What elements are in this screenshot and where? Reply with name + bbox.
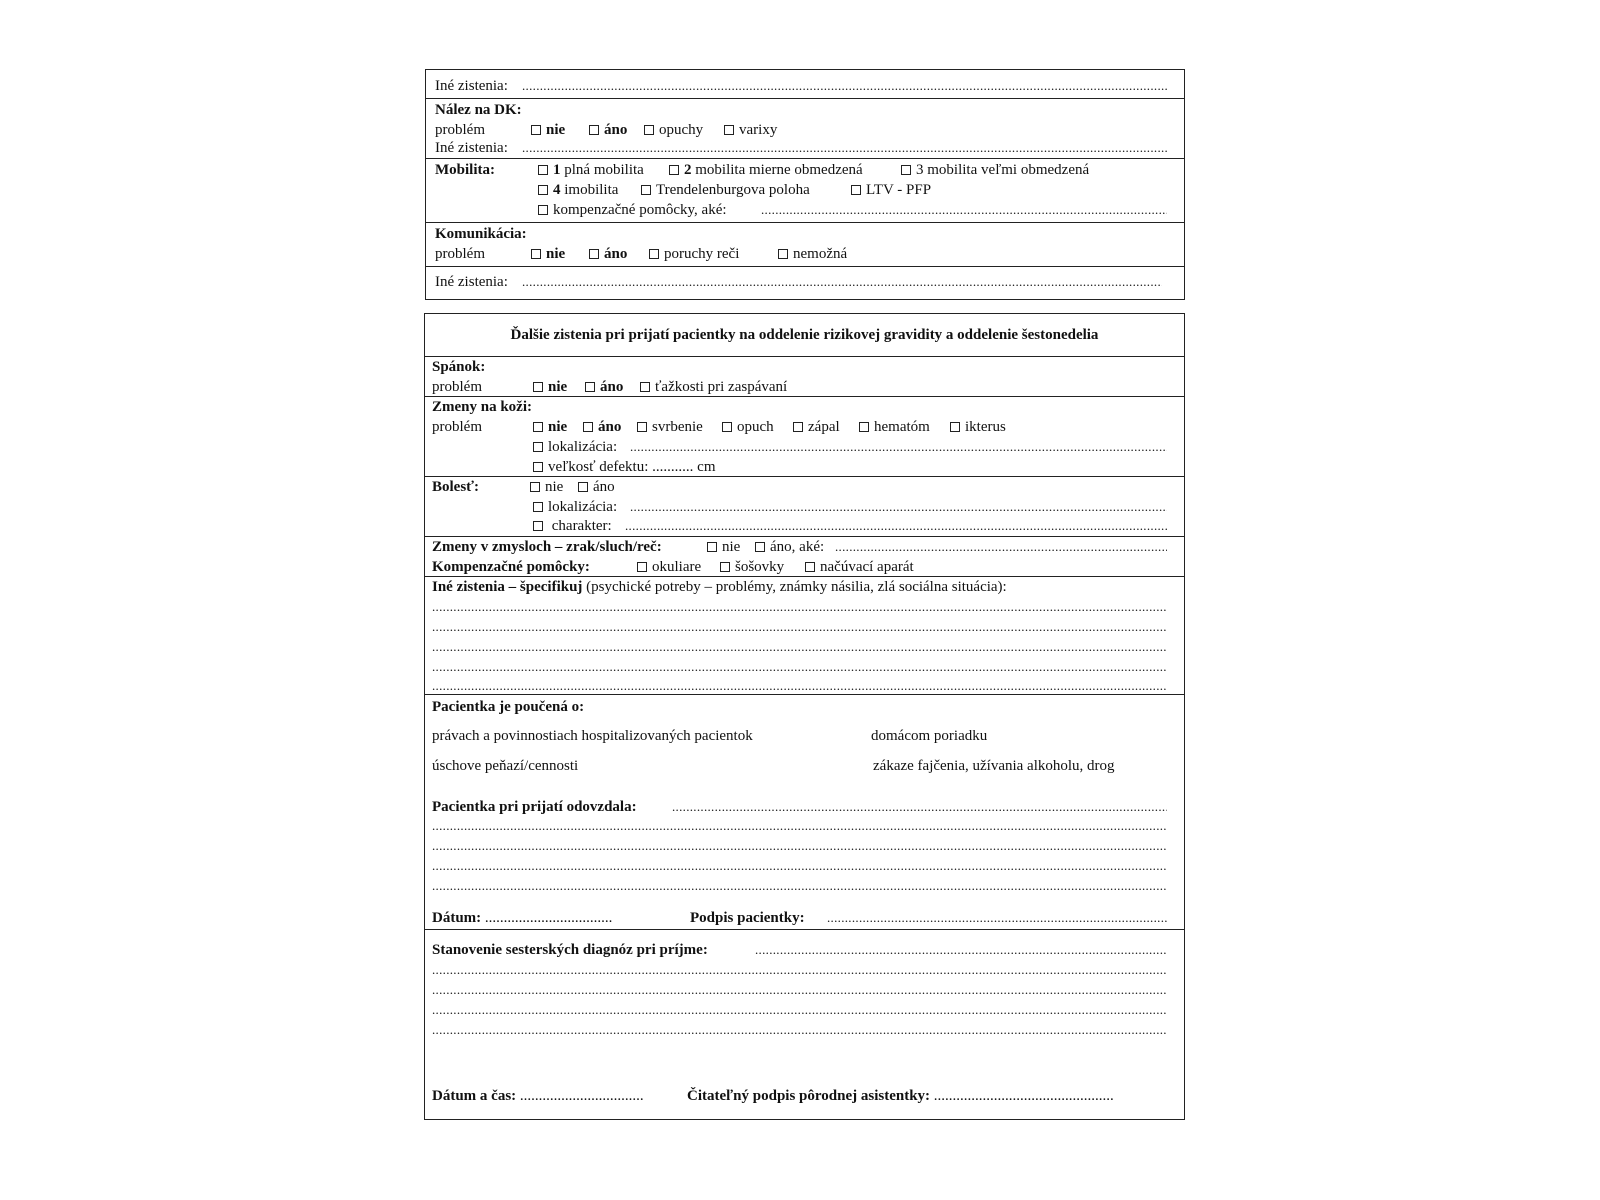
nalez-dk-nie-option[interactable]: nie	[531, 120, 565, 140]
citatelny-podpis-label: Čitateľný podpis pôrodnej asistentky:	[687, 1088, 931, 1104]
checkbox-icon[interactable]	[583, 422, 593, 432]
bolest-lokalizacia-field[interactable]	[630, 497, 1167, 517]
komunikacia-nemozna-option[interactable]: nemožná	[778, 244, 847, 264]
okuliare-option[interactable]: okuliare	[637, 557, 701, 577]
datum-label: Dátum:	[432, 910, 482, 926]
poucena-heading: Pacientka je poučená o:	[432, 699, 585, 715]
section-title: Ďalšie zistenia pri prijatí pacientky na oddelenie rizikovej gravidity a oddelenie šestonedelia	[510, 327, 1099, 343]
checkbox-icon[interactable]	[707, 542, 717, 552]
bolest-charakter-option[interactable]: charakter:	[533, 516, 612, 536]
poucena-section	[425, 694, 1184, 930]
nalez-dk-opuchy-option[interactable]: opuchy	[644, 120, 703, 140]
checkbox-icon[interactable]	[724, 125, 734, 135]
spanok-tazkosti-option[interactable]: ťažkosti pri zaspávaní	[640, 377, 787, 397]
mobilita-heading: Mobilita:	[435, 162, 495, 178]
podpis-pacientky-label: Podpis pacientky:	[690, 910, 805, 926]
checkbox-icon[interactable]	[641, 185, 651, 195]
checkbox-icon[interactable]	[533, 462, 543, 472]
datum-row	[432, 908, 612, 928]
nalez-dk-ine-field[interactable]	[522, 138, 1167, 158]
komunikacia-section	[426, 222, 1184, 267]
koza-velkost-field[interactable]: ...........	[652, 459, 694, 475]
spanok-nie-option[interactable]: nie	[533, 377, 567, 397]
poucena-item-zakaz[interactable]: zákaze fajčenia, užívania alkoholu, drog	[873, 758, 1115, 774]
ine-zistenia-row-1	[426, 70, 1184, 98]
spanok-ano-option[interactable]: áno	[585, 377, 623, 397]
nalez-dk-ine-label: Iné zistenia:	[435, 140, 508, 156]
checkbox-icon[interactable]	[589, 125, 599, 135]
ine-zistenia-label-2: Iné zistenia:	[435, 274, 508, 290]
ine-zistenia-label: Iné zistenia:	[435, 78, 508, 94]
zmysly-nie-option[interactable]: nie	[707, 537, 740, 557]
komunikacia-nie-option[interactable]: nie	[531, 244, 565, 264]
nalez-dk-ano-option[interactable]: áno	[589, 120, 627, 140]
ine-zistenia-line-2[interactable]	[432, 617, 1167, 637]
checkbox-icon[interactable]	[851, 185, 861, 195]
ine-zistenia-line-5[interactable]	[432, 676, 1167, 696]
diagnozy-section	[425, 929, 1184, 1120]
checkbox-icon[interactable]	[538, 185, 548, 195]
zmysly-section	[425, 536, 1184, 577]
checkbox-icon[interactable]	[531, 125, 541, 135]
checkbox-icon[interactable]	[585, 382, 595, 392]
form-section-physical	[425, 69, 1185, 300]
mobilita-option-2[interactable]: 2 mobilita mierne obmedzená	[669, 160, 863, 180]
checkbox-icon[interactable]	[637, 562, 647, 572]
mobilita-option-3[interactable]: 3 mobilita veľmi obmedzená	[901, 160, 1089, 180]
bolest-charakter-field[interactable]	[625, 516, 1167, 536]
ine-zistenia-line-3[interactable]	[432, 637, 1167, 657]
nalez-dk-varixy-option[interactable]: varixy	[724, 120, 777, 140]
mobilita-option-4[interactable]: 4 imobilita	[538, 180, 618, 200]
checkbox-icon[interactable]	[538, 205, 548, 215]
diagnozy-line-5[interactable]	[432, 1020, 1167, 1040]
komunikacia-heading: Komunikácia:	[435, 226, 527, 242]
checkbox-icon[interactable]	[805, 562, 815, 572]
nalez-dk-section	[426, 98, 1184, 159]
odovzdala-line-5[interactable]	[432, 876, 1167, 896]
ine-zistenia-field[interactable]	[522, 76, 1167, 96]
ine-zistenia-row-2	[426, 266, 1184, 300]
komunikacia-problem-label: problém	[435, 246, 485, 262]
bolest-lokalizacia-option[interactable]: lokalizácia:	[533, 497, 617, 517]
checkbox-icon[interactable]	[950, 422, 960, 432]
ine-zistenia-line-4[interactable]	[432, 657, 1167, 677]
zmysly-ano-option[interactable]: áno, aké:	[755, 537, 824, 557]
citatelny-podpis-field[interactable]: ................................................	[933, 1088, 1114, 1104]
nacuvaci-aparat-option[interactable]: načúvací aparát	[805, 557, 914, 577]
checkbox-icon[interactable]	[538, 165, 548, 175]
nalez-dk-heading: Nález na DK:	[435, 102, 522, 118]
checkbox-icon[interactable]	[533, 502, 543, 512]
spanok-section	[425, 356, 1184, 397]
zmysly-ake-field[interactable]	[835, 537, 1167, 557]
koza-ikterus-option[interactable]: ikterus	[950, 417, 1006, 437]
mobilita-option-ltv[interactable]: LTV - PFP	[851, 180, 931, 200]
poucena-item-uschova[interactable]: úschove peňazí/cennosti	[432, 758, 579, 774]
spanok-heading: Spánok:	[432, 359, 486, 375]
spanok-problem-label: problém	[432, 379, 482, 395]
odovzdala-field[interactable]	[672, 797, 1167, 817]
checkbox-icon[interactable]	[531, 249, 541, 259]
diagnozy-field[interactable]	[755, 940, 1167, 960]
datum-cas-field[interactable]: .................................	[519, 1088, 644, 1104]
checkbox-icon[interactable]	[720, 562, 730, 572]
checkbox-icon[interactable]	[793, 422, 803, 432]
checkbox-icon[interactable]	[533, 422, 543, 432]
ine-zistenia-line-1[interactable]	[432, 597, 1167, 617]
checkbox-icon[interactable]	[669, 165, 679, 175]
checkbox-icon[interactable]	[533, 442, 543, 452]
datum-field[interactable]: ..................................	[484, 910, 613, 926]
odovzdala-line-3[interactable]	[432, 836, 1167, 856]
checkbox-icon[interactable]	[578, 482, 588, 492]
nalez-dk-problem-label: problém	[435, 122, 485, 138]
komunikacia-poruchy-option[interactable]: poruchy reči	[649, 244, 739, 264]
datum-cas-row	[432, 1086, 644, 1106]
bolest-nie-option[interactable]: nie	[530, 477, 563, 497]
odovzdala-line-2[interactable]	[432, 816, 1167, 836]
checkbox-icon[interactable]	[533, 382, 543, 392]
checkbox-icon[interactable]	[530, 482, 540, 492]
checkbox-icon[interactable]	[859, 422, 869, 432]
checkbox-icon[interactable]	[778, 249, 788, 259]
poucena-item-domaci-poriadok[interactable]: domácom poriadku	[871, 728, 988, 744]
citatelny-podpis-row	[687, 1086, 1114, 1106]
koza-lokalizacia-option[interactable]: lokalizácia:	[533, 437, 617, 457]
checkbox-icon[interactable]	[722, 422, 732, 432]
poucena-item-prava[interactable]: právach a povinnostiach hospitalizovaných pacientok	[432, 728, 753, 744]
checkbox-icon[interactable]	[649, 249, 659, 259]
checkbox-icon[interactable]	[589, 249, 599, 259]
diagnozy-line-2[interactable]	[432, 960, 1167, 980]
ine-zistenia-specifikuj-label: Iné zistenia – špecifikuj (psychické potreby – problémy, známky násilia, zlá sociálna situácia):	[432, 579, 1007, 595]
checkbox-icon[interactable]	[901, 165, 911, 175]
checkbox-icon[interactable]	[644, 125, 654, 135]
komunikacia-ano-option[interactable]: áno	[589, 244, 627, 264]
mobilita-pomocky-field[interactable]	[761, 200, 1167, 220]
koza-svrbenie-option[interactable]: svrbenie	[637, 417, 703, 437]
koza-heading: Zmeny na koži:	[432, 399, 533, 415]
koza-section	[425, 396, 1184, 477]
datum-cas-label: Dátum a čas:	[432, 1088, 517, 1104]
mobilita-option-1[interactable]: 1 plná mobilita	[538, 160, 644, 180]
koza-ano-option[interactable]: áno	[583, 417, 621, 437]
ine-zistenia-specifikuj-section	[425, 576, 1184, 695]
koza-nie-option[interactable]: nie	[533, 417, 567, 437]
checkbox-icon[interactable]	[637, 422, 647, 432]
bolest-ano-option[interactable]: áno	[578, 477, 615, 497]
bolest-section	[425, 476, 1184, 537]
koza-lokalizacia-field[interactable]	[630, 437, 1167, 457]
koza-opuch-option[interactable]: opuch	[722, 417, 774, 437]
diagnozy-line-4[interactable]	[432, 1000, 1167, 1020]
bolest-heading: Bolesť:	[432, 479, 479, 495]
podpis-pacientky-field[interactable]	[827, 908, 1167, 928]
koza-hematom-option[interactable]: hematóm	[859, 417, 930, 437]
mobilita-option-pomocky[interactable]: kompenzačné pomôcky, aké:	[538, 200, 727, 220]
kompenzacne-pomocky-heading: Kompenzačné pomôcky:	[432, 559, 590, 575]
admission-title-row	[425, 314, 1184, 356]
odovzdala-line-4[interactable]	[432, 856, 1167, 876]
koza-problem-label: problém	[432, 419, 482, 435]
diagnozy-heading: Stanovenie sesterských diagnóz pri príjme:	[432, 942, 708, 958]
diagnozy-line-3[interactable]	[432, 980, 1167, 1000]
odovzdala-label: Pacientka pri prijatí odovzdala:	[432, 799, 637, 815]
mobilita-option-trendelenburg[interactable]: Trendelenburgova poloha	[641, 180, 810, 200]
ine-zistenia-field-2[interactable]	[522, 272, 1162, 292]
mobilita-section	[426, 158, 1184, 223]
koza-zapal-option[interactable]: zápal	[793, 417, 840, 437]
checkbox-icon[interactable]	[755, 542, 765, 552]
form-section-admission	[424, 313, 1185, 1120]
zmysly-heading: Zmeny v zmysloch – zrak/sluch/reč:	[432, 539, 662, 555]
sosovky-option[interactable]: šošovky	[720, 557, 784, 577]
checkbox-icon[interactable]	[640, 382, 650, 392]
koza-velkost-option[interactable]: veľkosť defektu: ........... cm	[533, 457, 715, 477]
checkbox-icon[interactable]	[533, 521, 543, 531]
